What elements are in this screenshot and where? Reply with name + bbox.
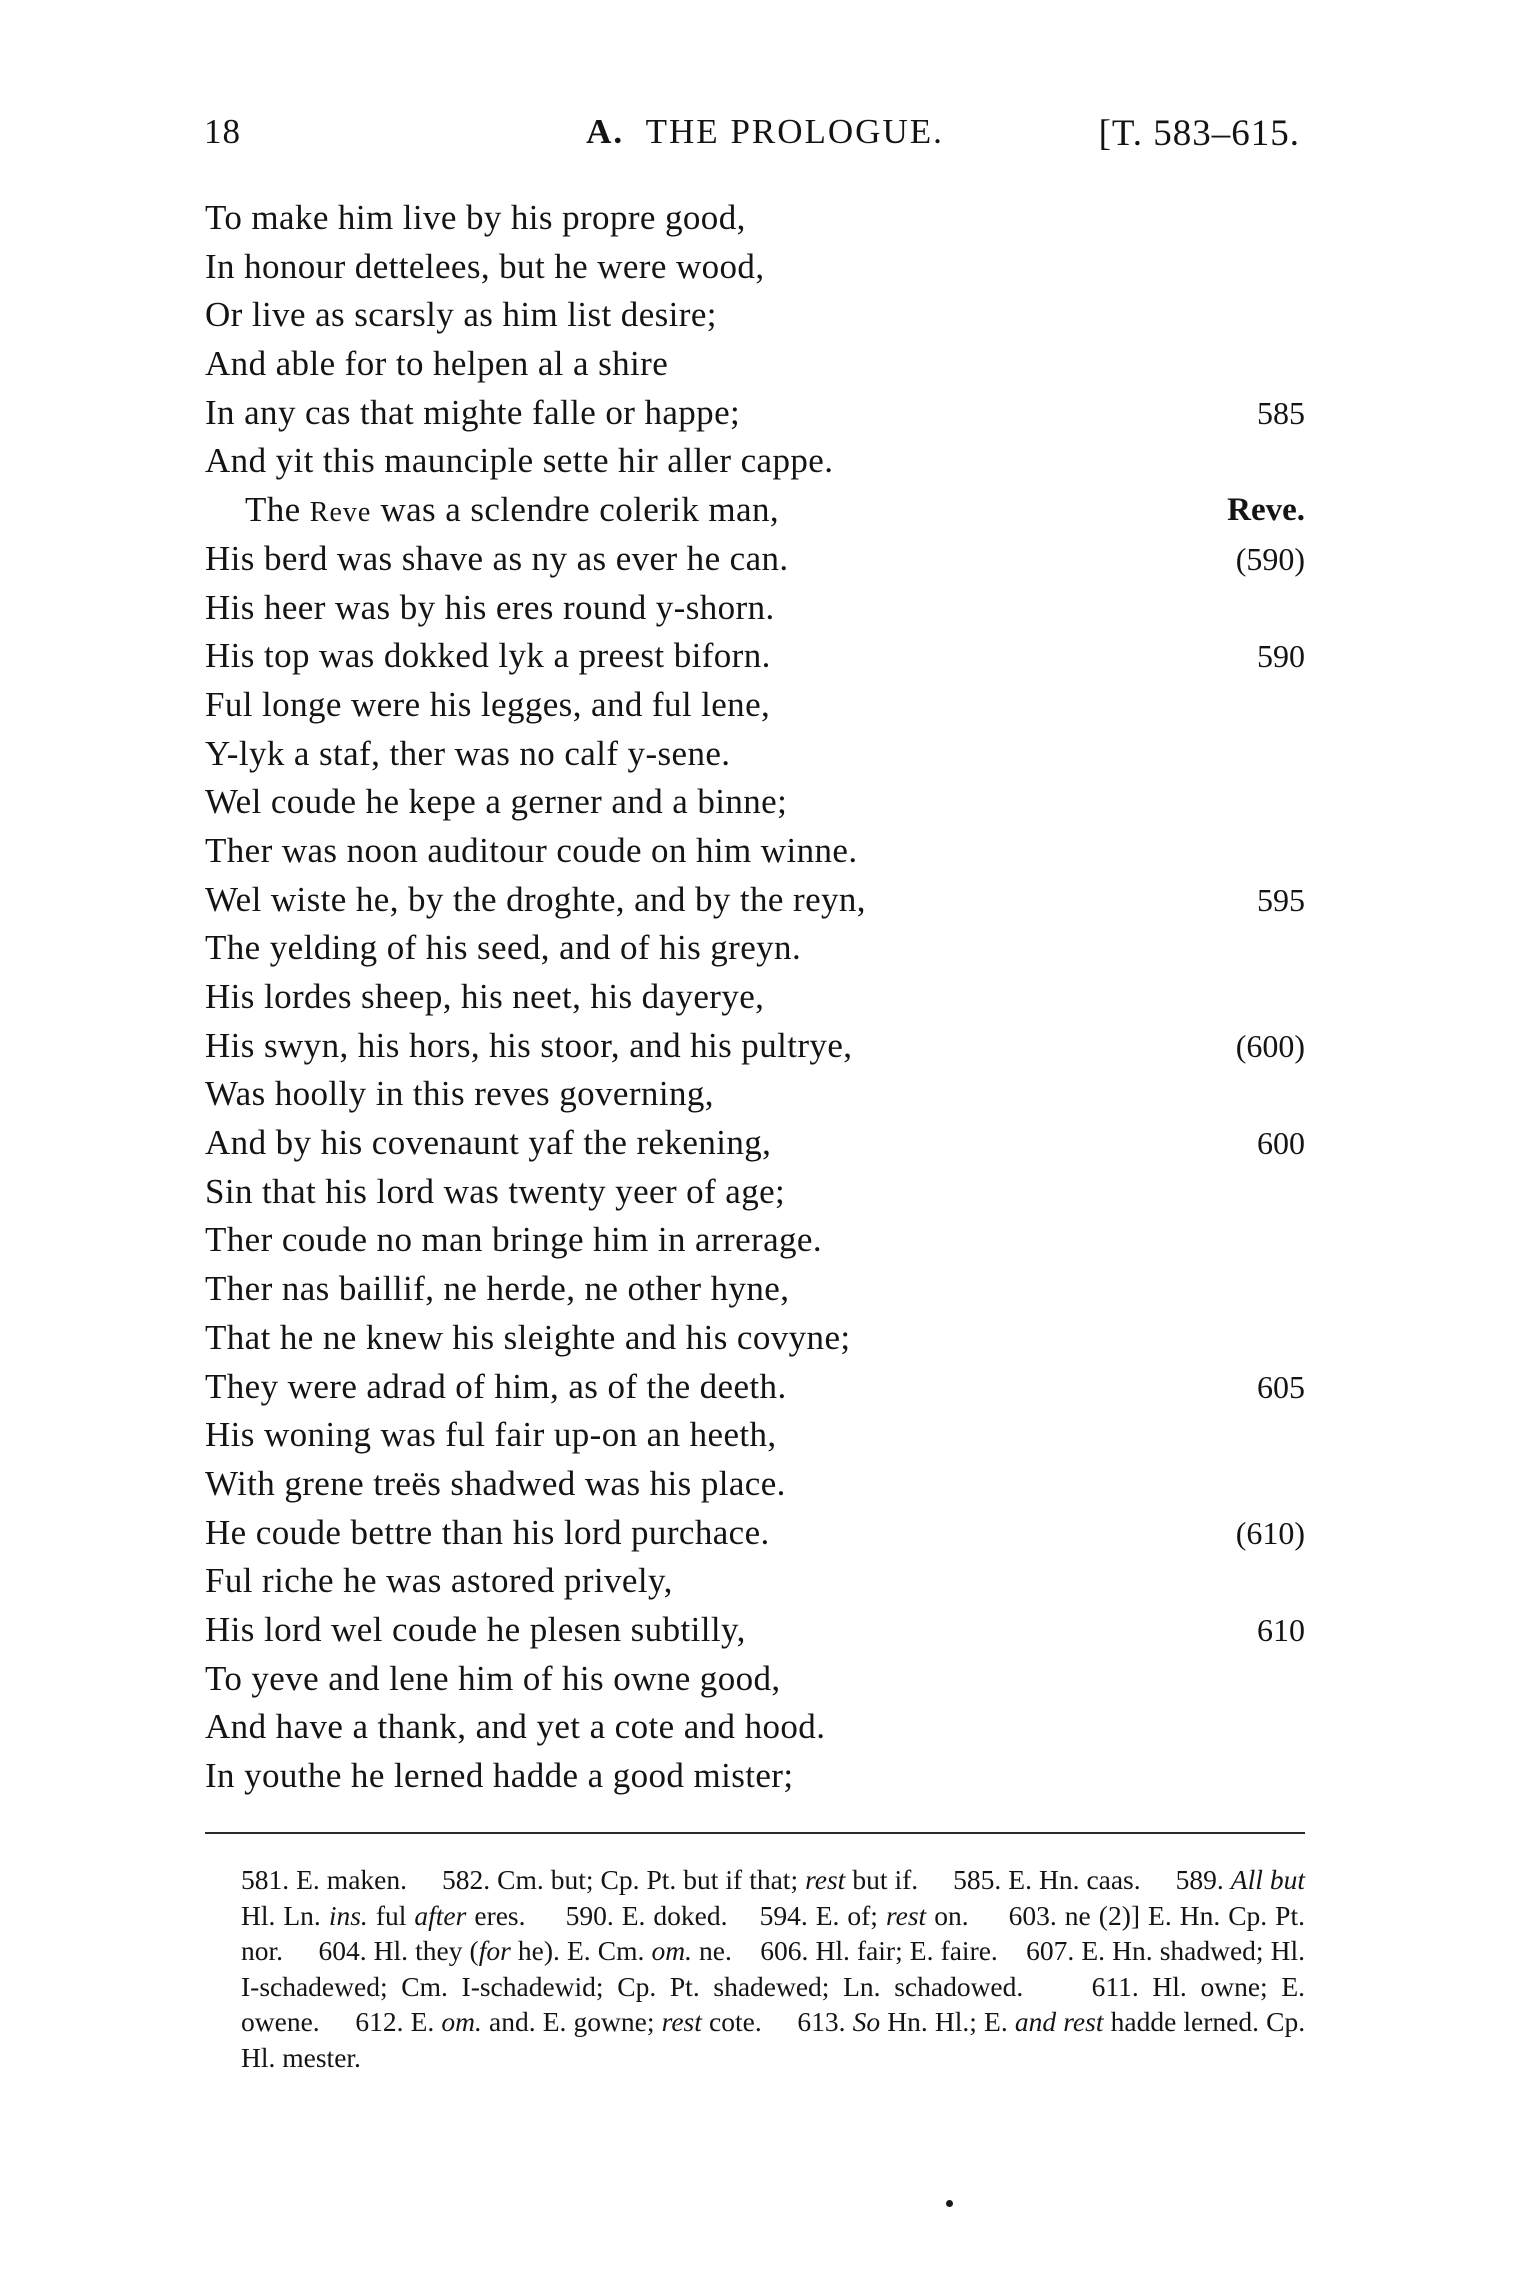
note-612-rest: rest [661, 2006, 702, 2037]
verse-line [205, 1655, 1305, 1704]
verse-line [205, 1557, 1305, 1606]
verse-small-caps: Reve [309, 497, 372, 529]
verse-text-main: And by his covenaunt yaf the rekening, [205, 1123, 772, 1163]
verse-text [205, 827, 858, 876]
verse-text-main: Or live as scarsly as him list desire; [205, 295, 717, 335]
verse-text-main: To make him live by his propre good, [205, 198, 746, 237]
margin-line-number: 600 [1257, 1125, 1305, 1162]
note-585: 585. E. Hn. caas. [953, 1864, 1141, 1895]
verse-text-main: With grene treës shadwed was his place. [205, 1463, 786, 1503]
verse-text-main: Y-lyk a staf, ther was no calf y-sene. [205, 733, 731, 773]
note-589-word: ful [375, 1899, 407, 1931]
verse-text-main: He coude bettre than his lord purchace. [205, 1512, 770, 1552]
verse-line [205, 1509, 1305, 1558]
footnote-paragraph [205, 1862, 1305, 2075]
verse-line [205, 437, 1305, 486]
verse-text [205, 876, 866, 925]
verse-text [205, 1216, 822, 1265]
verse-line [205, 827, 1305, 876]
note-589-end: eres. [474, 1899, 526, 1931]
note-612-text: 612. E. [355, 2006, 435, 2037]
verse-text-main: Ful longe were his legges, and ful lene, [205, 684, 771, 724]
verse-text [205, 778, 787, 827]
verse-text [205, 1314, 851, 1363]
verse-line [205, 1606, 1305, 1655]
note-582-end: but if. [852, 1864, 919, 1895]
verse-text-main: Wel wiste he, by the droghte, and by the reyn, [205, 879, 866, 919]
verse-line [205, 632, 1305, 681]
verse-text [205, 632, 771, 681]
verse-text-main: In honour dettelees, but he were wood, [205, 246, 765, 286]
note-604-for: for [478, 1935, 511, 1966]
verse-line [205, 243, 1305, 292]
verse-line [205, 1216, 1305, 1265]
verse-text [205, 973, 764, 1022]
note-612 [355, 2006, 761, 2037]
verse-text [205, 291, 717, 340]
note-604-om: om. [651, 1935, 692, 1966]
verse-text [205, 1606, 746, 1655]
page-ornament-dot [946, 2200, 953, 2207]
note-594-end: on. [934, 1899, 969, 1931]
note-612-end: cote. [709, 2006, 762, 2037]
verse-block [205, 194, 1305, 1801]
verse-text-main: Ful riche he was astored prively, [205, 1561, 673, 1601]
verse-text-main: In any cas that mighte falle or happe; [205, 392, 741, 432]
note-589-num: 589. [1175, 1864, 1224, 1895]
verse-text [205, 1411, 777, 1460]
note-604-end: ne. [699, 1935, 732, 1966]
note-582 [442, 1864, 918, 1895]
verse-text [205, 1557, 673, 1606]
note-612-mid: and. E. gowne; [489, 2006, 655, 2037]
verse-line [205, 1265, 1305, 1314]
verse-text-main: Sin that his lord was twenty yeer of age; [205, 1171, 786, 1211]
verse-line [205, 1022, 1305, 1071]
verse-text-main: And have a thank, and yet a cote and hood. [205, 1707, 826, 1747]
verse-line [205, 924, 1305, 973]
margin-line-number: (600) [1235, 1027, 1305, 1064]
verse-line [205, 681, 1305, 730]
verse-text [205, 194, 746, 243]
verse-line [205, 1119, 1305, 1168]
verse-line [205, 1363, 1305, 1412]
verse-text [205, 243, 764, 292]
verse-text [205, 1703, 825, 1752]
note-613-so: So [852, 2006, 881, 2037]
note-604-text: 604. Hl. they ( [318, 1935, 479, 1966]
verse-line [205, 194, 1305, 243]
verse-text [205, 389, 740, 438]
note-613-mss: Hn. Hl.; E. [887, 2006, 1008, 2037]
verse-text-rest: was a sclendre colerik man, [371, 490, 779, 530]
verse-text [205, 1168, 785, 1217]
verse-text-main: His top was dokked lyk a preest biforn. [205, 636, 771, 676]
note-612-om: om. [441, 2006, 482, 2037]
note-594-text: 594. E. of; [759, 1899, 878, 1931]
verse-text [205, 1119, 771, 1168]
verse-text [205, 535, 789, 584]
note-589-ins: ins. [328, 1899, 368, 1931]
verse-text [205, 437, 833, 486]
verse-text-main: Ther nas baillif, ne herde, ne other hyne, [205, 1269, 790, 1309]
verse-line [205, 486, 1305, 535]
note-613-andrest: and rest [1014, 2006, 1104, 2037]
verse-line [205, 389, 1305, 438]
verse-text [205, 924, 801, 973]
verse-text-main: His berd was shave as ny as ever he can. [205, 538, 789, 578]
margin-side-note: Reve. [1227, 492, 1305, 529]
verse-text-main: The [245, 490, 310, 530]
verse-text [205, 1655, 781, 1704]
margin-line-number: (590) [1235, 540, 1305, 577]
title-text: THE PROLOGUE. [645, 112, 944, 151]
verse-text-main: Ther was noon auditour coude on him winne. [205, 830, 858, 870]
note-581: 581. E. maken. [241, 1864, 407, 1895]
note-582-text: 582. Cm. but; Cp. Pt. but if that; [441, 1864, 799, 1895]
verse-line [205, 1411, 1305, 1460]
note-582-rest: rest [805, 1864, 846, 1895]
note-590: 590. E. doked. [565, 1899, 728, 1931]
verse-text [245, 486, 779, 538]
line-range: [T. 583–615. [1098, 113, 1300, 154]
verse-line [205, 876, 1305, 925]
verse-line [205, 340, 1305, 389]
note-611: 611. Hl. owne; E. owene. [241, 1970, 1306, 2037]
verse-text-main: And yit this maunciple sette hir aller cappe. [205, 441, 834, 481]
verse-line [205, 1314, 1305, 1363]
verse-line [205, 730, 1305, 779]
note-594 [760, 1900, 969, 1931]
footnotes [205, 1862, 1305, 2075]
verse-line [205, 584, 1305, 633]
verse-text-main: His lordes sheep, his neet, his dayerye, [205, 977, 765, 1016]
verse-line [205, 1070, 1305, 1119]
verse-text-main: In youthe he lerned hadde a good mister; [205, 1756, 794, 1795]
verse-text-main: His swyn, his hors, his stoor, and his pultrye, [205, 1025, 853, 1065]
verse-text-main: His woning was ful fair up-on an heeth, [205, 1415, 777, 1455]
margin-line-number: (610) [1235, 1514, 1305, 1551]
title-sigil: A. [586, 112, 625, 151]
footnote-rule [205, 1832, 1305, 1834]
verse-line [205, 291, 1305, 340]
verse-text [205, 340, 668, 389]
verse-text [205, 681, 770, 730]
margin-line-number: 595 [1257, 881, 1305, 918]
verse-text-main: The yelding of his seed, and of his greyn. [205, 928, 802, 968]
note-604 [318, 1935, 731, 1966]
verse-line [205, 1752, 1305, 1801]
margin-line-number: 590 [1257, 638, 1305, 675]
verse-text-main: Was hoolly in this reves governing, [205, 1074, 714, 1114]
note-603: 603. ne (2)] E. Hn. Cp. Pt. nor. [241, 1899, 1305, 1966]
page-number: 18 [204, 112, 241, 151]
verse-text [205, 730, 730, 779]
note-606: 606. Hl. fair; E. faire. [760, 1935, 998, 1966]
margin-line-number: 585 [1257, 394, 1305, 431]
verse-text [205, 1752, 793, 1801]
verse-text [205, 1509, 770, 1558]
verse-line [205, 778, 1305, 827]
verse-text-main: To yeve and lene him of his owne good, [205, 1658, 781, 1698]
verse-text [205, 1460, 786, 1509]
verse-text-main: His heer was by his eres round y-shorn. [205, 587, 775, 627]
verse-text-main: They were adrad of him, as of the deeth. [205, 1366, 787, 1406]
running-title [0, 112, 1530, 152]
verse-text-main: And able for to helpen al a shire [205, 344, 669, 384]
verse-line [205, 1460, 1305, 1509]
verse-text [205, 1363, 787, 1412]
verse-line [205, 1168, 1305, 1217]
verse-text [205, 1070, 714, 1119]
verse-text-main: Ther coude no man bringe him in arrerage. [205, 1220, 822, 1260]
note-604-mid: he). E. Cm. [517, 1935, 645, 1966]
note-589-allbut: All but [1230, 1864, 1305, 1895]
verse-line [205, 1703, 1305, 1752]
note-613-end: hadde lerned. Cp. Hl. mester. [241, 2006, 1306, 2073]
note-607: 607. E. Hn. shadwed; Hl. I-schadewed; Cm. I-schadewid; Cp. Pt. shadewed; Ln. schadowed. [241, 1935, 1306, 2002]
verse-line [205, 535, 1305, 584]
verse-text-main: That he ne knew his sleighte and his covyne; [205, 1317, 851, 1357]
note-589-mss: Hl. Ln. [241, 1899, 321, 1931]
verse-text-main: His lord wel coude he plesen subtilly, [205, 1609, 746, 1649]
note-594-rest: rest [885, 1899, 927, 1931]
verse-text-main: Wel coude he kepe a gerner and a binne; [205, 782, 788, 822]
margin-line-number: 605 [1257, 1368, 1305, 1405]
note-613-num: 613. [797, 2006, 846, 2037]
verse-text [205, 584, 775, 633]
margin-line-number: 610 [1257, 1611, 1305, 1648]
note-589-after: after [414, 1899, 467, 1931]
verse-text [205, 1265, 789, 1314]
verse-line [205, 973, 1305, 1022]
verse-text [205, 1022, 852, 1071]
